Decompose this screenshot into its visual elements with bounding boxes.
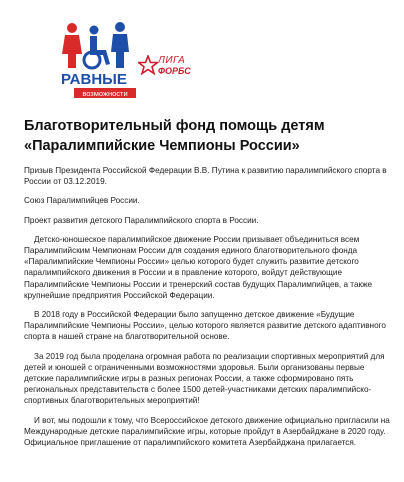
title-line-2: «Паралимпийские Чемпионы России»	[24, 138, 300, 154]
forbs-logo-text: ФОРБС	[158, 66, 191, 76]
paragraph-azerbaijan: И вот, мы подошли к тому, что Всероссийское детского движение официально пригласили на Международные детские паралимпийские игры, которые пройдут в Азербайджане в 2020 году. Официальное приглашение от паралимпийского комитета Азербайджана прилагается.	[24, 415, 390, 448]
page-title	[24, 116, 394, 156]
document-body	[24, 165, 392, 456]
wheelchair-figure-head	[90, 26, 99, 35]
star-icon	[138, 55, 158, 75]
paragraph-2018: В 2018 году в Российской Федерации было запущенно детское движение «Будущие Паралимпийские Чемпионы России», целью которого является развитие детского адаптивного спорта в нашей стране на благотворительной основе.	[24, 310, 386, 342]
paragraph-union: Союз Паралимпийцев России.	[24, 196, 140, 206]
paragraph-movement: Детско-юношеское паралимпийское движение России призывает объединиться всем Паралимпийским Чемпионам России для создания единого благотворительного фонда «Паралимпийские Чемпионы России» целью которого будет служить развитие детского паралимпийского движения в России и в правление которого, войдут действующие Паралимпийские Чемпионы России и тренерский состав будущих Паралимпийцев, а также крупнейшие предприятия Российской Федерации.	[24, 234, 373, 300]
paragraph-project: Проект развития детского Паралимпийского спорта в России.	[24, 215, 259, 225]
logo-vozmozhnosti-text: возможности	[82, 89, 128, 98]
woman-figure-icon	[62, 35, 82, 68]
liga-logo-text: ЛИГА	[158, 55, 186, 66]
man-figure-icon	[111, 34, 129, 68]
paragraph-2019: За 2019 год была проделана огромная работа по реализации спортивных мероприятий для детей и юношей с ограниченными возможностями здоровья. Были организованы первые детские паралимпийские игры в разных регионах России, а также сформировано пять региональных представительств с более 1500 детей-участниками детских паралимпийско-спортивных благотворительных мероприятий!	[24, 351, 385, 406]
header	[0, 0, 404, 105]
woman-figure-head	[67, 23, 77, 33]
ravnye-vozmozhnosti-logo	[60, 22, 142, 104]
man-figure-head	[115, 22, 125, 32]
paragraph-appeal: Призыв Президента Российской Федерации В.В. Путина к развитию паралимпийского спорта в России от 03.12.2019.	[24, 166, 387, 187]
logo-ravnye-text: РАВНЫЕ	[61, 71, 127, 88]
title-line-1: Благотворительный фонд помощь детям	[24, 118, 325, 134]
